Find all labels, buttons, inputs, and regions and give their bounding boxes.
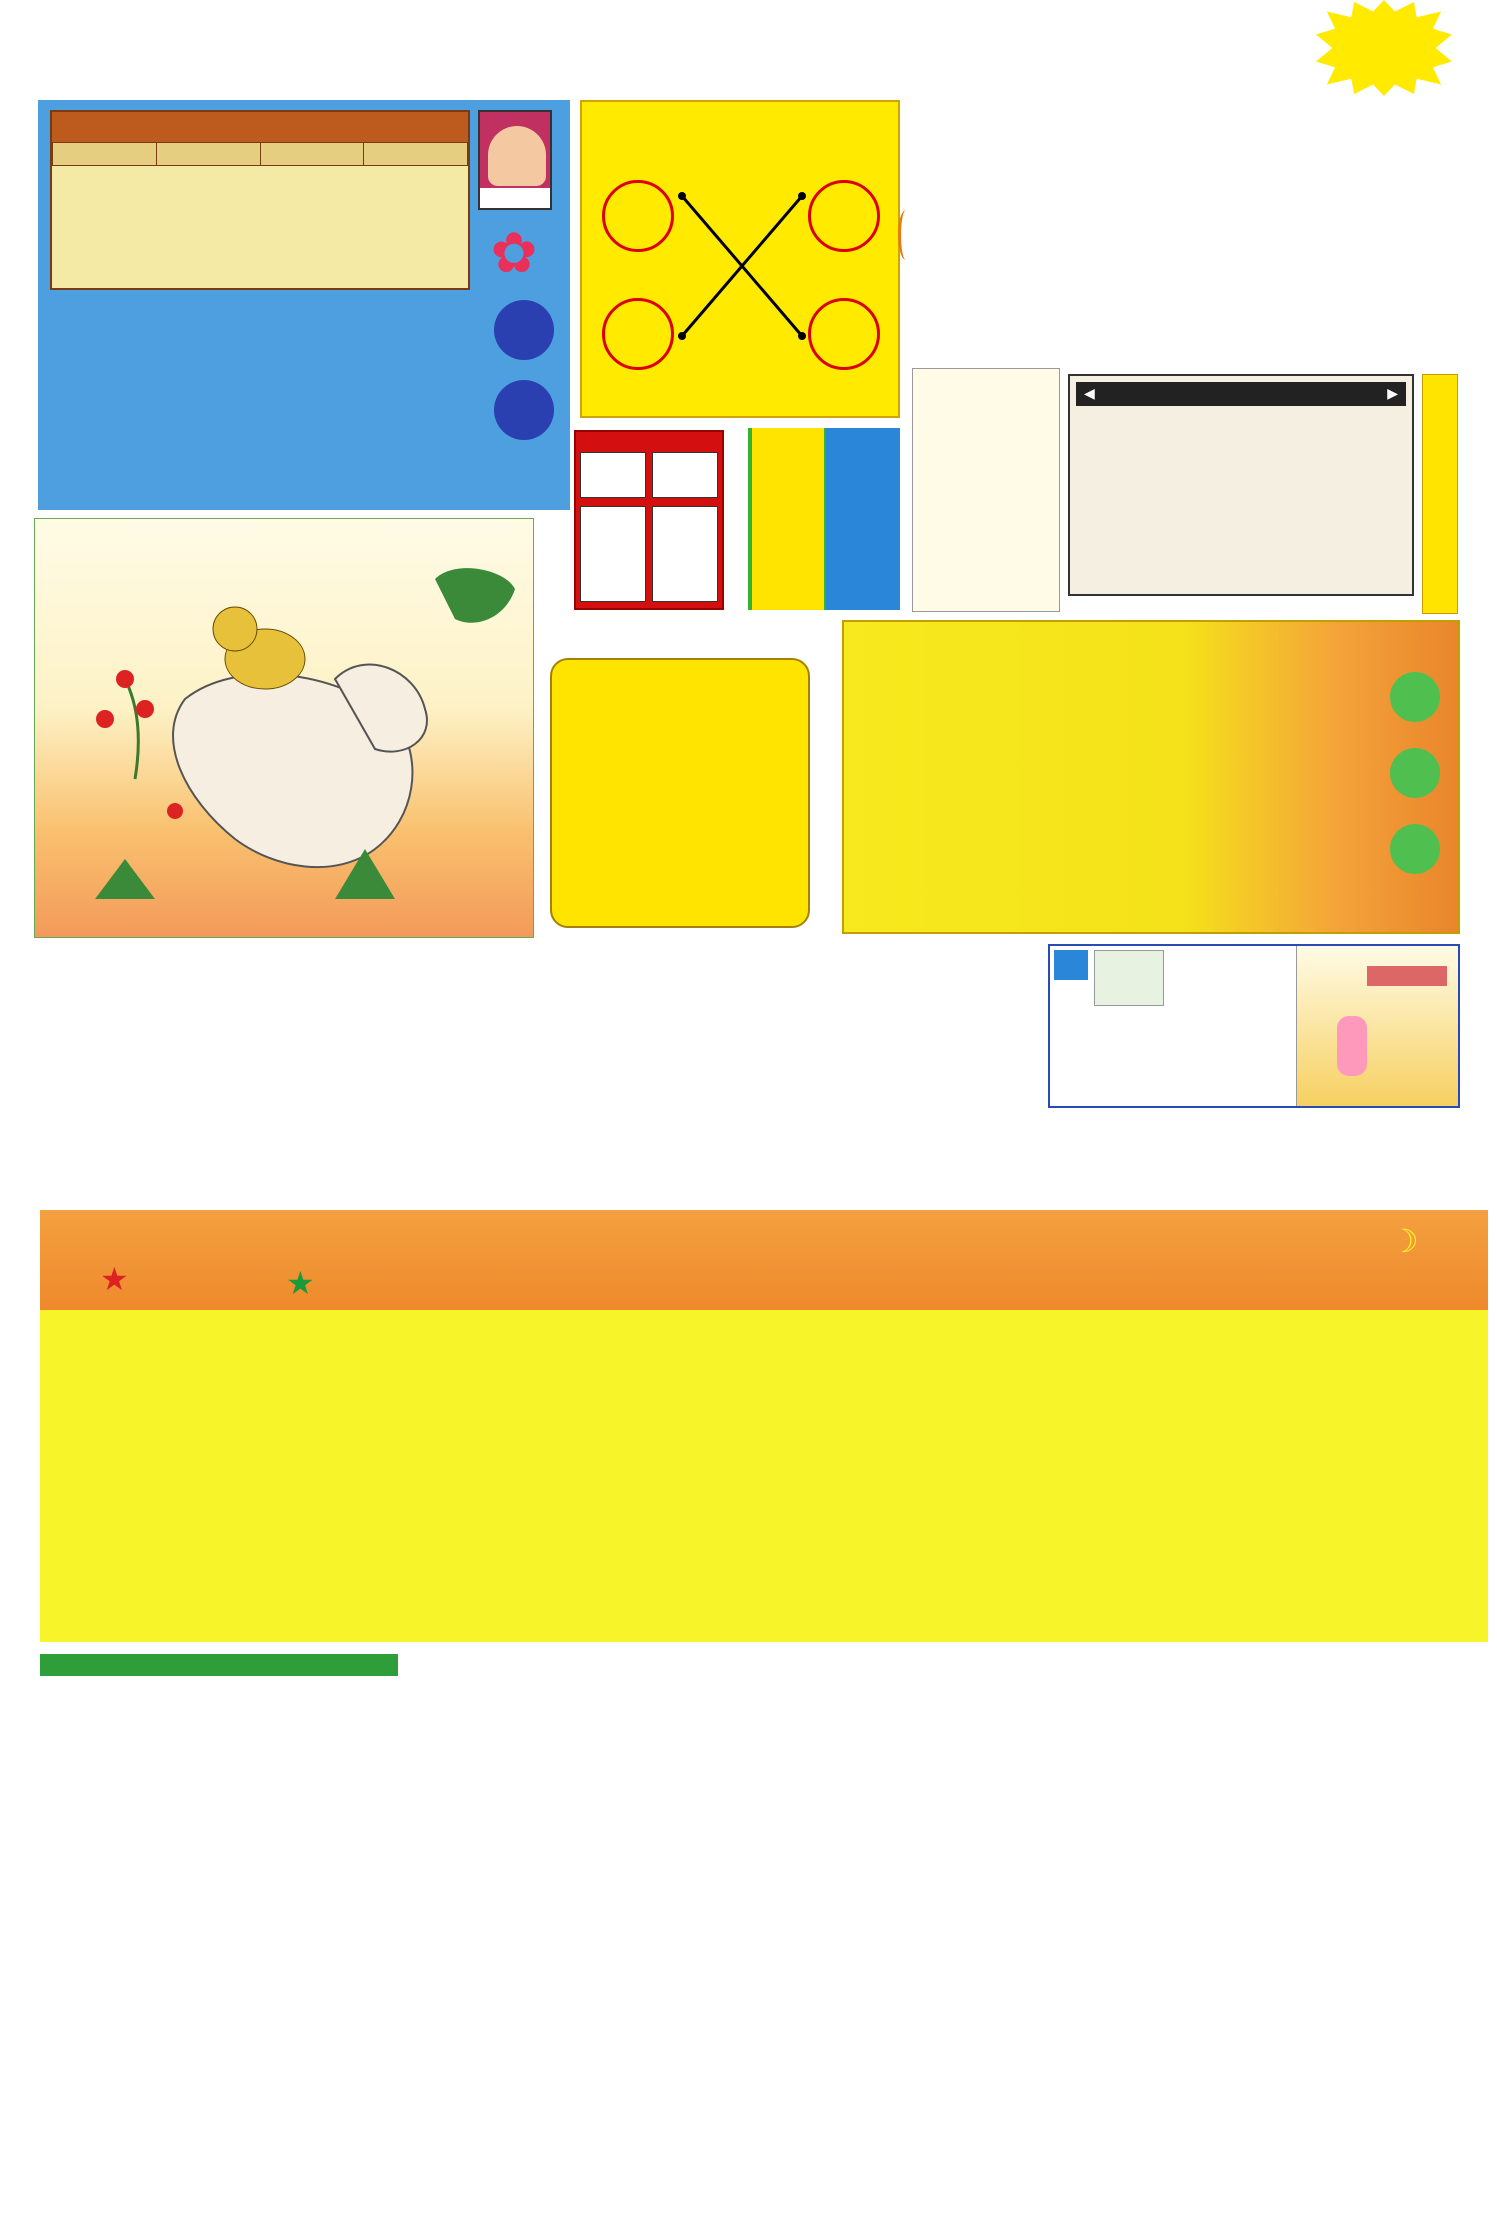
riddle-tag <box>1054 950 1088 980</box>
next-month-icon[interactable]: ▶ <box>1387 386 1398 402</box>
top-badge <box>1316 0 1452 96</box>
lucky-number <box>602 180 674 252</box>
special-ball <box>1390 672 1440 722</box>
issue-big <box>580 506 646 602</box>
top-border-strip <box>0 64 1497 98</box>
moon-icon: ☽ <box>1390 1222 1419 1260</box>
special-number-box <box>748 428 900 610</box>
ten-period-title <box>52 112 468 142</box>
issue-label <box>580 452 646 498</box>
fortune-banner <box>40 1210 1488 1310</box>
analysis-ball-2 <box>494 380 554 440</box>
table-header <box>364 143 468 166</box>
draw-calendar <box>1068 374 1414 596</box>
vertical-note <box>912 368 1060 612</box>
results-table <box>40 1654 1460 2080</box>
this-issue-box <box>574 430 724 610</box>
lucky-number <box>602 298 674 370</box>
riddle-box <box>1048 944 1460 1108</box>
monkey-illustration <box>34 518 534 938</box>
table-header <box>260 143 364 166</box>
lunar-side-label <box>1330 632 1376 922</box>
zodiac-wheel <box>1040 1296 1460 1636</box>
special-ball <box>1390 748 1440 798</box>
flower-icon: ✿ <box>490 221 538 286</box>
orange-arc <box>898 210 914 260</box>
issue-double <box>652 506 718 602</box>
left-border-strip <box>0 60 34 2190</box>
lucky-number <box>808 180 880 252</box>
lucky-number <box>808 298 880 370</box>
special-ball <box>1390 824 1440 874</box>
analysis-ball-1 <box>494 300 554 360</box>
calendar-side-label <box>1422 374 1458 614</box>
prev-month-icon[interactable]: ◀ <box>1084 386 1095 402</box>
riddle-illustration <box>1296 946 1458 1106</box>
lucky-combo-panel <box>580 100 900 418</box>
bottom-border-strip <box>0 2188 1497 2222</box>
ten-period-table <box>50 110 470 290</box>
results-title <box>40 1654 398 1676</box>
monkey-drawing <box>35 519 535 939</box>
ten-period-panel <box>38 100 570 510</box>
riddle-picture <box>1094 950 1164 1006</box>
right-border-strip <box>1463 60 1497 2190</box>
red-star-icon: ★ <box>100 1260 129 1298</box>
table-header <box>53 143 157 166</box>
issue-label <box>652 452 718 498</box>
green-star-icon: ★ <box>286 1264 315 1302</box>
tail-label <box>480 188 550 208</box>
lunar-forecast-panel <box>842 620 1460 934</box>
hand-picture <box>478 110 552 210</box>
cross-lines <box>672 176 812 356</box>
gate-table <box>52 142 468 166</box>
poem-scroll <box>550 658 810 928</box>
table-header <box>156 143 260 166</box>
